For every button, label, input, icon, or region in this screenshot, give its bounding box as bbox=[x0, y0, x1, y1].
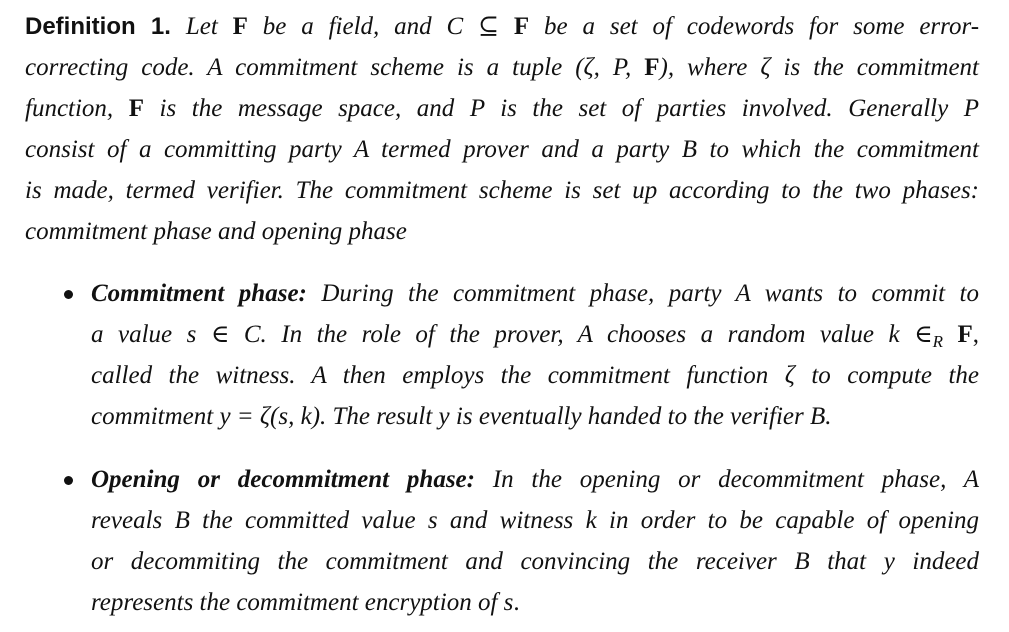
text-run: correcting code. A commitment scheme is a tuple ( bbox=[25, 54, 584, 81]
math-run: B bbox=[681, 136, 697, 163]
math-run: k bbox=[585, 507, 597, 534]
bullet-icon bbox=[64, 476, 73, 485]
definition-line bbox=[25, 88, 979, 129]
item-line bbox=[91, 355, 979, 396]
text-run: indeed bbox=[894, 548, 980, 575]
definition-line bbox=[25, 170, 979, 211]
text-run: Let bbox=[185, 13, 233, 40]
math-run: y bbox=[438, 403, 450, 430]
text-run: wants to commit to bbox=[750, 280, 980, 307]
math-run: P bbox=[963, 95, 980, 122]
math-run: ζ bbox=[784, 362, 795, 389]
text-run: . bbox=[825, 403, 832, 430]
text-run: then employs the commitment function bbox=[326, 362, 785, 389]
text-run: , bbox=[972, 321, 979, 348]
text-run: reveals bbox=[91, 507, 175, 534]
definition-line bbox=[25, 47, 979, 88]
text-run: a value bbox=[91, 321, 187, 348]
definition-line bbox=[25, 6, 979, 47]
math-run: A bbox=[735, 280, 751, 307]
item-line bbox=[91, 459, 979, 500]
math-subscript: R bbox=[932, 332, 943, 351]
math-run: A bbox=[577, 321, 593, 348]
field-symbol: F bbox=[513, 13, 530, 40]
text-run: be a field, and bbox=[247, 13, 447, 40]
phase-list bbox=[25, 273, 979, 623]
text-run: to compute the bbox=[794, 362, 979, 389]
text-run: function, bbox=[25, 95, 129, 122]
math-run: A bbox=[963, 466, 979, 493]
math-run: A bbox=[311, 362, 327, 389]
item-line bbox=[91, 314, 979, 355]
text-run: chooses a random value bbox=[592, 321, 889, 348]
item-heading: Opening or decommitment phase: bbox=[91, 466, 475, 493]
math-run: C ⊆ bbox=[446, 13, 514, 40]
math-run: s bbox=[503, 589, 514, 616]
text-run: be a set of codewords for some error- bbox=[529, 13, 980, 40]
text-run: in order to be capable of opening bbox=[596, 507, 979, 534]
text-run: is the message space, and bbox=[144, 95, 470, 122]
list-item bbox=[25, 273, 979, 437]
math-run: B bbox=[794, 548, 810, 575]
math-run: y bbox=[883, 548, 895, 575]
item-line bbox=[91, 541, 979, 582]
math-run: A bbox=[353, 136, 369, 163]
text-run: ), where bbox=[659, 54, 761, 81]
text-run: . bbox=[513, 589, 520, 616]
text-run: called the witness. bbox=[91, 362, 312, 389]
text-run: represents the commitment encryption of bbox=[91, 589, 504, 616]
text-run: commitment bbox=[91, 403, 220, 430]
field-symbol: F bbox=[232, 13, 248, 40]
bullet-icon bbox=[64, 290, 73, 299]
math-run: s ∈ C bbox=[186, 321, 261, 348]
text-run: is made, termed verifier. The commitment scheme is set up according to the two phases: bbox=[25, 177, 979, 204]
text-run: termed prover and a party bbox=[368, 136, 682, 163]
item-line bbox=[91, 500, 979, 541]
text-run: that bbox=[809, 548, 884, 575]
item-line bbox=[91, 273, 979, 314]
definition-line bbox=[25, 129, 979, 170]
text-run: or decommiting the commitment and convincing the receiver bbox=[91, 548, 795, 575]
math-run: B bbox=[809, 403, 826, 430]
item-line bbox=[91, 396, 979, 437]
math-run: k ∈ bbox=[888, 321, 933, 348]
item-line bbox=[91, 582, 979, 623]
definition-heading: Definition 1. bbox=[25, 13, 171, 40]
text-run: . In the role of the prover, bbox=[260, 321, 578, 348]
field-symbol: F bbox=[942, 321, 973, 348]
text-run: consist of a committing party bbox=[25, 136, 354, 163]
math-run: ζ, P, bbox=[583, 54, 645, 81]
text-run: commitment phase and opening phase bbox=[25, 218, 407, 245]
text-run: is the commitment bbox=[770, 54, 979, 81]
document-page bbox=[25, 6, 979, 623]
math-run: B bbox=[174, 507, 190, 534]
text-run: In the opening or decommitment phase, bbox=[474, 466, 964, 493]
text-run: and witness bbox=[437, 507, 586, 534]
text-run: is eventually handed to the verifier bbox=[449, 403, 810, 430]
text-run: the committed value bbox=[189, 507, 428, 534]
math-run: ζ bbox=[760, 54, 771, 81]
field-symbol: F bbox=[128, 95, 145, 122]
definition-line bbox=[25, 211, 979, 252]
list-item bbox=[25, 459, 979, 623]
text-run: to which the commitment bbox=[697, 136, 979, 163]
math-run: P bbox=[469, 95, 485, 122]
definition-block bbox=[25, 6, 979, 252]
item-heading: Commitment phase: bbox=[91, 280, 307, 307]
field-symbol: F bbox=[644, 54, 660, 81]
text-run: During the commitment phase, party bbox=[306, 280, 736, 307]
math-run: s bbox=[427, 507, 438, 534]
text-run: is the set of parties involved. Generally bbox=[484, 95, 964, 122]
text-run: . The result bbox=[320, 403, 439, 430]
math-run: y = ζ(s, k) bbox=[219, 403, 321, 430]
